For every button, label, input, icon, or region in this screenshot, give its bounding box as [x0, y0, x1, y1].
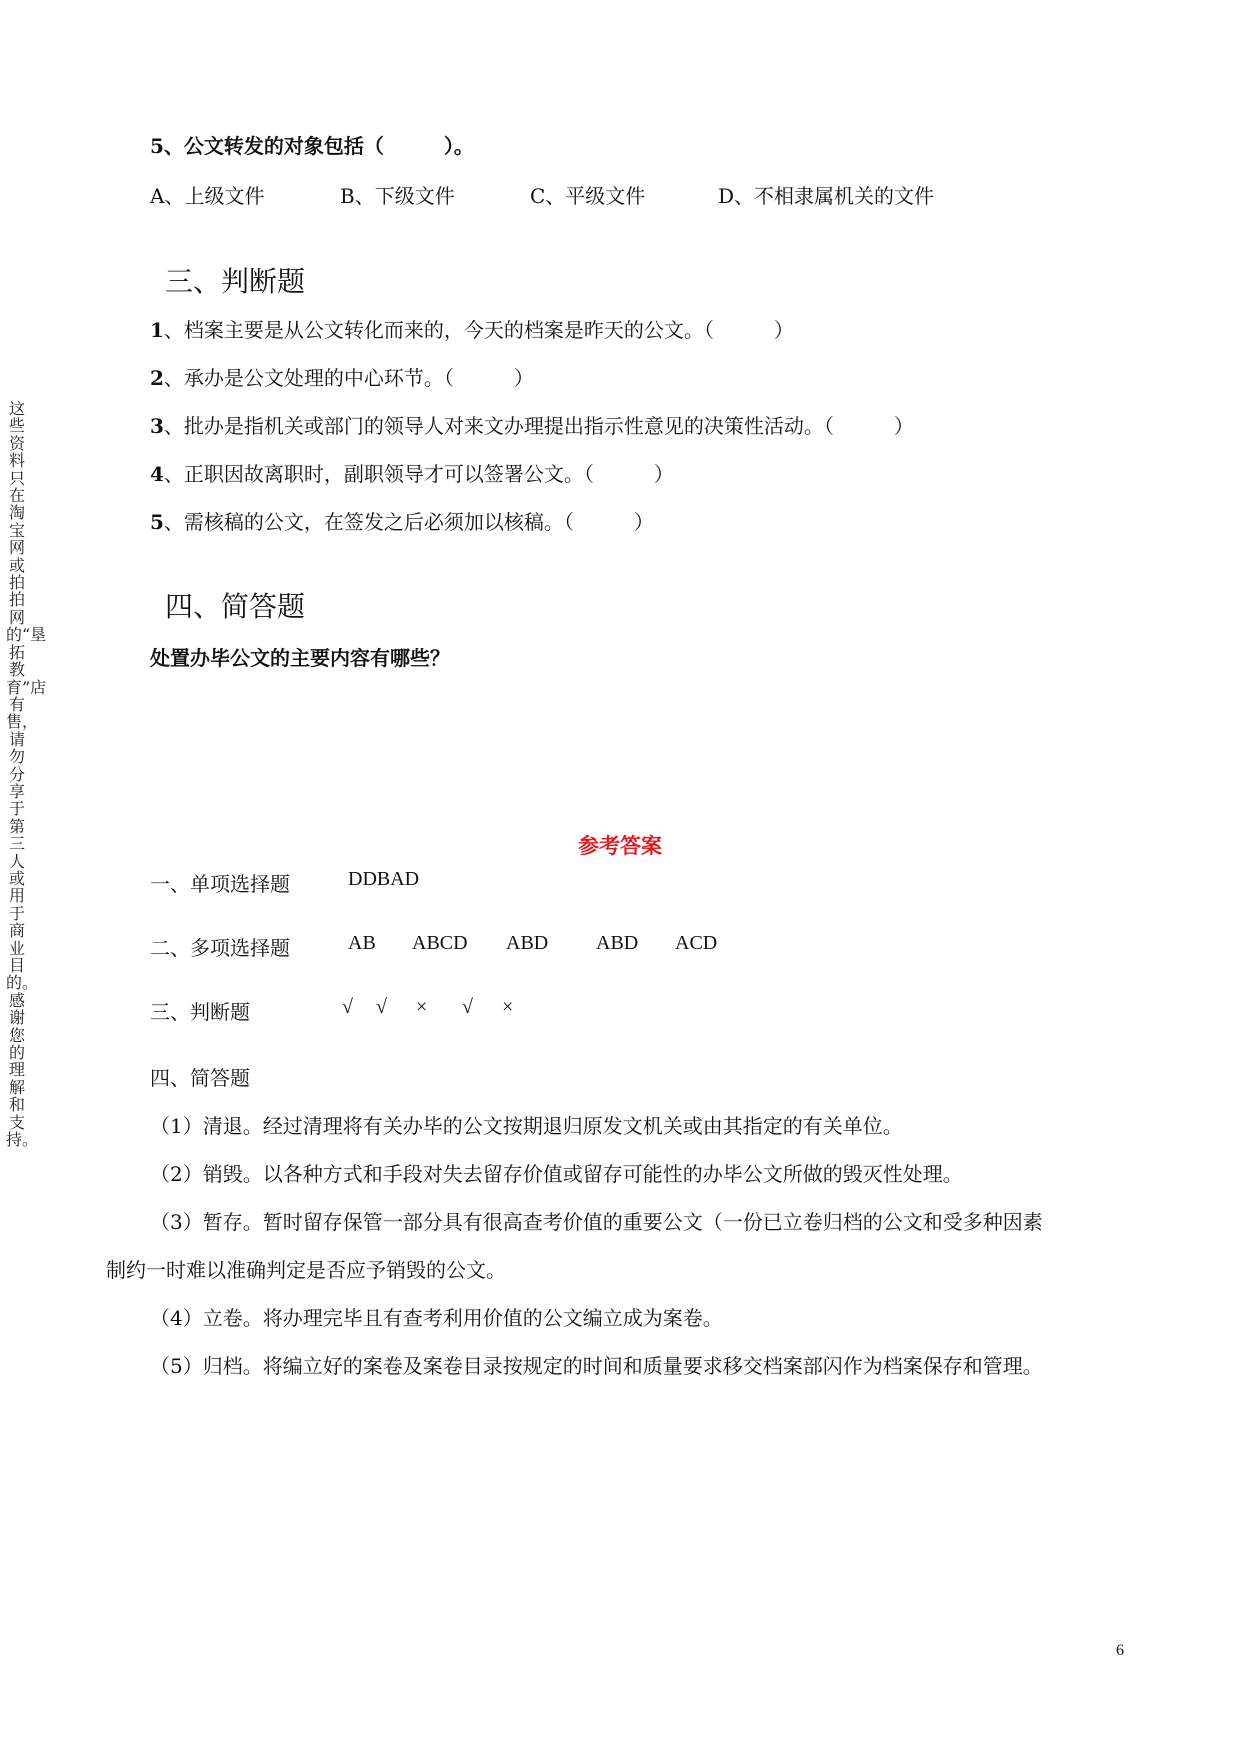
- mc5-option-a: A、上级文件: [150, 184, 265, 208]
- mc5-option-c: C、平级文件: [530, 184, 646, 208]
- mc5-option-b: B、下级文件: [340, 184, 455, 208]
- answer-judge-value: √: [462, 996, 473, 1018]
- answer-multi-value: ABD: [506, 932, 549, 954]
- judge-item-text: 、承办是公文处理的中心环节。（ ）: [163, 366, 534, 390]
- judge-item-text: 、批办是指机关或部门的领导人对来文办理提出指示性意见的决策性活动。（ ）: [163, 414, 914, 438]
- judge-item-4: [150, 458, 674, 487]
- answer-single-label: 一、单项选择题: [150, 872, 290, 896]
- answer-multi-value: ABCD: [412, 932, 468, 954]
- answer-multi-value: AB: [348, 932, 376, 954]
- answer-point-3-continued: 制约一时难以准确判定是否应予销毁的公文。: [106, 1258, 506, 1282]
- answer-point-1: （1）清退。经过清理将有关办毕的公文按期退归原发文机关或由其指定的有关单位。: [150, 1114, 903, 1138]
- answer-multi-label: 二、多项选择题: [150, 936, 290, 960]
- answer-multi-value: ABD: [596, 932, 639, 954]
- short-question: 处置办毕公文的主要内容有哪些？: [150, 646, 450, 670]
- judge-item-3: [150, 410, 914, 439]
- judge-item-number: 5: [150, 510, 164, 534]
- judge-item-number: 2: [150, 366, 164, 390]
- side-watermark-note: 这些资料只在淘宝网或拍拍网的“垦拓教育”店有售，请勿分享于第三人或用于商业目的。感谢您的理解和支持。: [6, 399, 47, 1150]
- mc-question-5: 5、公文转发的对象包括（ ）。: [150, 134, 474, 158]
- judge-item-text: 、需核稿的公文，在签发之后必须加以核稿。（ ）: [163, 510, 654, 534]
- answer-short-label: 四、简答题: [150, 1066, 250, 1090]
- answer-judge-value: √: [342, 996, 353, 1018]
- answer-single-value: DDBAD: [348, 868, 420, 890]
- answer-judge-value: ×: [416, 996, 428, 1018]
- answer-multi-value: ACD: [675, 932, 718, 954]
- answers-title: 参考答案: [578, 833, 662, 858]
- answer-point-4: （4）立卷。将办理完毕且有查考利用价值的公文编立成为案卷。: [150, 1306, 723, 1330]
- page-number: 6: [1116, 1642, 1124, 1659]
- mc5-option-d: D、不相隶属机关的文件: [718, 184, 935, 208]
- judge-item-5: [150, 506, 654, 535]
- answer-point-5: （5）归档。将编立好的案卷及案卷目录按规定的时间和质量要求移交档案部闪作为档案保存和管理。: [150, 1354, 1043, 1378]
- section-heading-judge: 三、判断题: [165, 265, 306, 298]
- answer-judge-value: √: [376, 996, 387, 1018]
- judge-item-text: 、正职因故离职时，副职领导才可以签署公文。（ ）: [163, 462, 674, 486]
- judge-item-2: [150, 362, 534, 391]
- answer-judge-value: ×: [502, 996, 514, 1018]
- judge-item-number: 3: [150, 414, 164, 438]
- judge-item-number: 4: [150, 462, 164, 486]
- judge-item-1: [150, 314, 794, 343]
- judge-item-text: 、档案主要是从公文转化而来的，今天的档案是昨天的公文。（ ）: [163, 318, 794, 342]
- answer-point-3: （3）暂存。暂时留存保管一部分具有很高查考价值的重要公文（一份已立卷归档的公文和受多种因素: [150, 1210, 1043, 1234]
- answer-point-2: （2）销毁。以各种方式和手段对失去留存价值或留存可能性的办毕公文所做的毁灭性处理。: [150, 1162, 963, 1186]
- section-heading-short: 四、简答题: [165, 590, 306, 623]
- answer-judge-label: 三、判断题: [150, 1000, 250, 1024]
- judge-item-number: 1: [150, 318, 164, 342]
